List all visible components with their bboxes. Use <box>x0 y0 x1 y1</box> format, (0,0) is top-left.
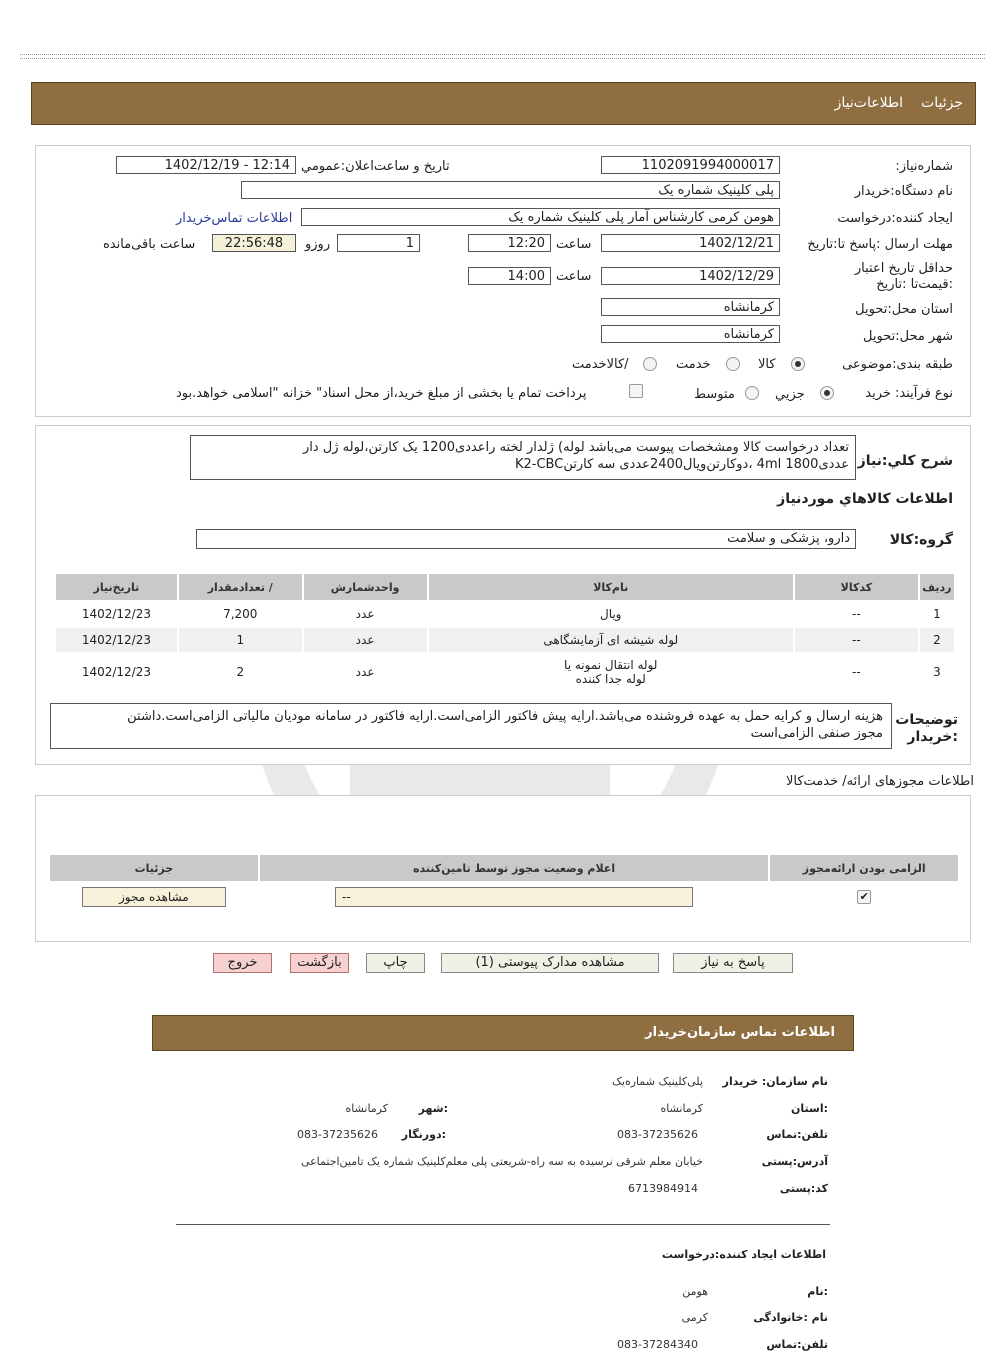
days-field: 1 <box>337 234 420 252</box>
requester-name-label: :نام <box>807 1285 828 1298</box>
cell-row: 1 <box>920 602 954 626</box>
contact-province-label: :استان <box>791 1102 828 1115</box>
col-required: الزامی بودن ارائه‌مجوز <box>770 855 958 881</box>
cell-name: ویال <box>429 602 793 626</box>
deadline-time-field: 12:20 <box>468 234 551 252</box>
table-row <box>50 883 958 911</box>
days-label: روزو <box>305 237 331 252</box>
cell-name: لوله شیشه ای آزمایشگاهی <box>429 628 793 652</box>
category-goods-radio[interactable] <box>791 357 805 371</box>
col-qty: / تعدادمقدار <box>179 574 302 600</box>
validity-time-label: ساعت <box>556 269 592 284</box>
summary-text-box <box>190 435 856 480</box>
treasury-payment-checkbox[interactable] <box>629 384 643 398</box>
cell-unit: عدد <box>304 602 427 626</box>
requester-phone-label: تلفن:تماس <box>766 1338 828 1351</box>
summary-text-line2: عددی1800 4ml ،دوکارتن‌ویال2400عددی سه کارتنK2-CBC <box>514 457 849 472</box>
deadline-date-field: 1402/12/21 <box>601 234 780 252</box>
goods-info-label: اطلاعات کالاهاي موردنیاز <box>777 491 953 507</box>
tab-details[interactable]: جزئیات <box>921 95 963 111</box>
requester-family-value: کرمی <box>681 1311 708 1324</box>
attachments-button[interactable]: مشاهده مدارک پیوستی (1) <box>441 953 659 973</box>
process-medium-radio[interactable] <box>745 386 759 400</box>
contact-title-bar <box>152 1015 854 1051</box>
goods-group-field: دارو، پزشکی و سلامت <box>196 529 856 549</box>
announce-label: تاریخ و ساعت‌اعلان:عمومي <box>301 159 450 174</box>
goods-table <box>54 572 956 692</box>
header-bar <box>31 82 976 125</box>
process-label: نوع فرآیند: خرید <box>865 386 953 401</box>
cell-status <box>260 883 769 911</box>
goods-group-label: گروه:کالا <box>889 532 953 548</box>
validity-time-field: 14:00 <box>468 267 551 285</box>
top-divider <box>20 54 985 59</box>
contact-org-value: پلی‌کلینیک شماره‌یک <box>612 1075 703 1088</box>
cell-row: 3 <box>920 654 954 690</box>
buyer-org-label: نام دستگاه‌:خریدار <box>854 184 953 199</box>
category-label: طبقه بندی:موضوعی <box>842 357 953 372</box>
buyer-notes-box <box>50 703 892 749</box>
permit-status-field: -- <box>335 887 693 907</box>
col-code: کدکالا <box>795 574 918 600</box>
need-number-field: 1102091994000017 <box>601 156 780 174</box>
exit-button[interactable]: خروج <box>213 953 272 973</box>
col-details: جزئیات <box>50 855 258 881</box>
col-date: تاریخ‌نیاز <box>56 574 177 600</box>
contact-address-label: آدرس:پستی <box>761 1155 828 1168</box>
requester-family-label: نام :خانوادگی <box>753 1311 828 1324</box>
buyer-notes-line2: مجوز صنفی الزامی‌است <box>750 726 883 741</box>
col-status: اعلام وضعیت مجوز توسط تامین‌کننده <box>260 855 769 881</box>
province-field: کرمانشاه <box>601 298 780 316</box>
creator-field: هومن کرمی کارشناس آمار پلی کلینیک شماره یک <box>301 208 780 226</box>
col-row: ردیف <box>920 574 954 600</box>
cell-qty: 7,200 <box>179 602 302 626</box>
cell-code: -- <box>795 654 918 690</box>
table-row <box>56 628 954 652</box>
creator-label: ایجاد کننده:درخواست <box>837 211 953 226</box>
contact-city-value: کرمانشاه <box>345 1102 388 1115</box>
validity-date-field: 1402/12/29 <box>601 267 780 285</box>
requester-title: اطلاعات ایجاد کننده:درخواست <box>661 1248 826 1261</box>
table-row <box>56 602 954 626</box>
buyer-notes-label: توضیحات :خریدار <box>895 712 958 745</box>
category-goods-label: کالا <box>758 357 776 372</box>
process-partial-radio[interactable] <box>820 386 834 400</box>
view-permit-button[interactable]: مشاهده مجوز <box>82 887 226 907</box>
province-label: استان محل:تحویل <box>855 302 953 317</box>
cell-qty: 1 <box>179 628 302 652</box>
cell-date: 1402/12/23 <box>56 654 177 690</box>
reply-button[interactable]: پاسخ به نیاز <box>673 953 793 973</box>
contact-fax-value: 083-37235626 <box>297 1128 378 1141</box>
cell-date: 1402/12/23 <box>56 628 177 652</box>
city-field: کرمانشاه <box>601 325 780 343</box>
category-both-radio[interactable] <box>643 357 657 371</box>
contact-province-value: کرمانشاه <box>660 1102 703 1115</box>
cell-unit: عدد <box>304 654 427 690</box>
validity-label: حداقل تاریخ اعتبار :قیمت‌تا :تاریخ <box>854 261 953 292</box>
contact-phone-value: 083-37235626 <box>617 1128 698 1141</box>
remaining-time-field: 22:56:48 <box>212 234 296 252</box>
requester-name-value: هومن <box>682 1285 708 1298</box>
buyer-org-field: پلی کلینیک شماره یک <box>241 181 780 199</box>
permits-table <box>48 853 960 913</box>
contact-postal-value: 6713984914 <box>628 1182 698 1195</box>
contact-phone-label: تلفن:تماس <box>766 1128 828 1141</box>
back-button[interactable]: بازگشت <box>290 953 349 973</box>
required-checkbox: ✔ <box>857 890 871 904</box>
permits-section-label: اطلاعات مجوزهای ارائه/ خدمت‌کالا <box>785 774 974 789</box>
contact-city-label: :شهر <box>418 1102 448 1115</box>
cell-code: -- <box>795 602 918 626</box>
category-service-radio[interactable] <box>726 357 740 371</box>
print-button[interactable]: چاپ <box>366 953 425 973</box>
treasury-payment-note: پرداخت تمام یا بخشی از مبلغ خرید،از محل اسناد" خزانه "اسلامی خواهد.بود <box>176 386 587 401</box>
category-both-label: /کالاخدمت <box>572 357 629 372</box>
col-name: نام‌کالا <box>429 574 793 600</box>
table-row <box>56 654 954 690</box>
cell-details <box>50 883 258 911</box>
cell-required <box>770 883 958 911</box>
contact-divider <box>176 1224 830 1225</box>
contact-address-value: خیابان معلم شرقی نرسیده به سه راه-شریعتی پلی معلم‌کلینیک شماره یک تامین‌اجتماعی <box>300 1155 703 1168</box>
summary-text-line1: تعداد درخواست کالا ومشخصات پیوست می‌باشد لوله) ژلدار لخته راعددی1200 یک کارتن،لوله ژل دار <box>302 440 849 455</box>
cell-name: لوله انتقال نمونه یا لوله جدا کننده <box>429 654 793 690</box>
need-number-label: شماره‌نیاز: <box>895 159 953 174</box>
tab-need-info[interactable]: اطلاعات‌نیاز <box>834 95 903 111</box>
deadline-label: مهلت ارسال :پاسخ تا:تاریخ <box>807 237 953 252</box>
requester-phone-value: 083-37284340 <box>617 1338 698 1351</box>
contact-org-label: نام سازمان: خریدار <box>722 1075 828 1088</box>
contact-fax-label: :دورنگار <box>401 1128 446 1141</box>
buyer-notes-line1: هزینه ارسال و کرایه حمل به عهده فروشنده می‌باشد.ارایه پیش فاکتور الزامی‌است.ارایه فاکتور در سامانه مودیان مالیاتی الزامی‌است.داشتن <box>127 709 883 724</box>
cell-date: 1402/12/23 <box>56 602 177 626</box>
summary-label: شرح کلي:نیاز <box>857 453 953 469</box>
contact-title: اطلاعات تماس سازمان‌خریدار <box>645 1025 835 1040</box>
col-unit: واحدشمارش <box>304 574 427 600</box>
cell-code: -- <box>795 628 918 652</box>
cell-qty: 2 <box>179 654 302 690</box>
process-medium-label: متوسط <box>694 387 735 402</box>
announce-field: 1402/12/19 - 12:14 <box>116 156 296 174</box>
cell-row: 2 <box>920 628 954 652</box>
remaining-label: ساعت باقی‌مانده <box>103 237 196 252</box>
contact-postal-label: کد:پستی <box>779 1182 828 1195</box>
process-partial-label: جزيي <box>775 387 805 402</box>
deadline-time-label: ساعت <box>556 237 592 252</box>
city-label: شهر محل:تحویل <box>863 329 953 344</box>
cell-unit: عدد <box>304 628 427 652</box>
contact-buyer-link[interactable]: اطلاعات تماس‌خریدار <box>176 211 293 226</box>
category-service-label: خدمت <box>676 357 711 372</box>
